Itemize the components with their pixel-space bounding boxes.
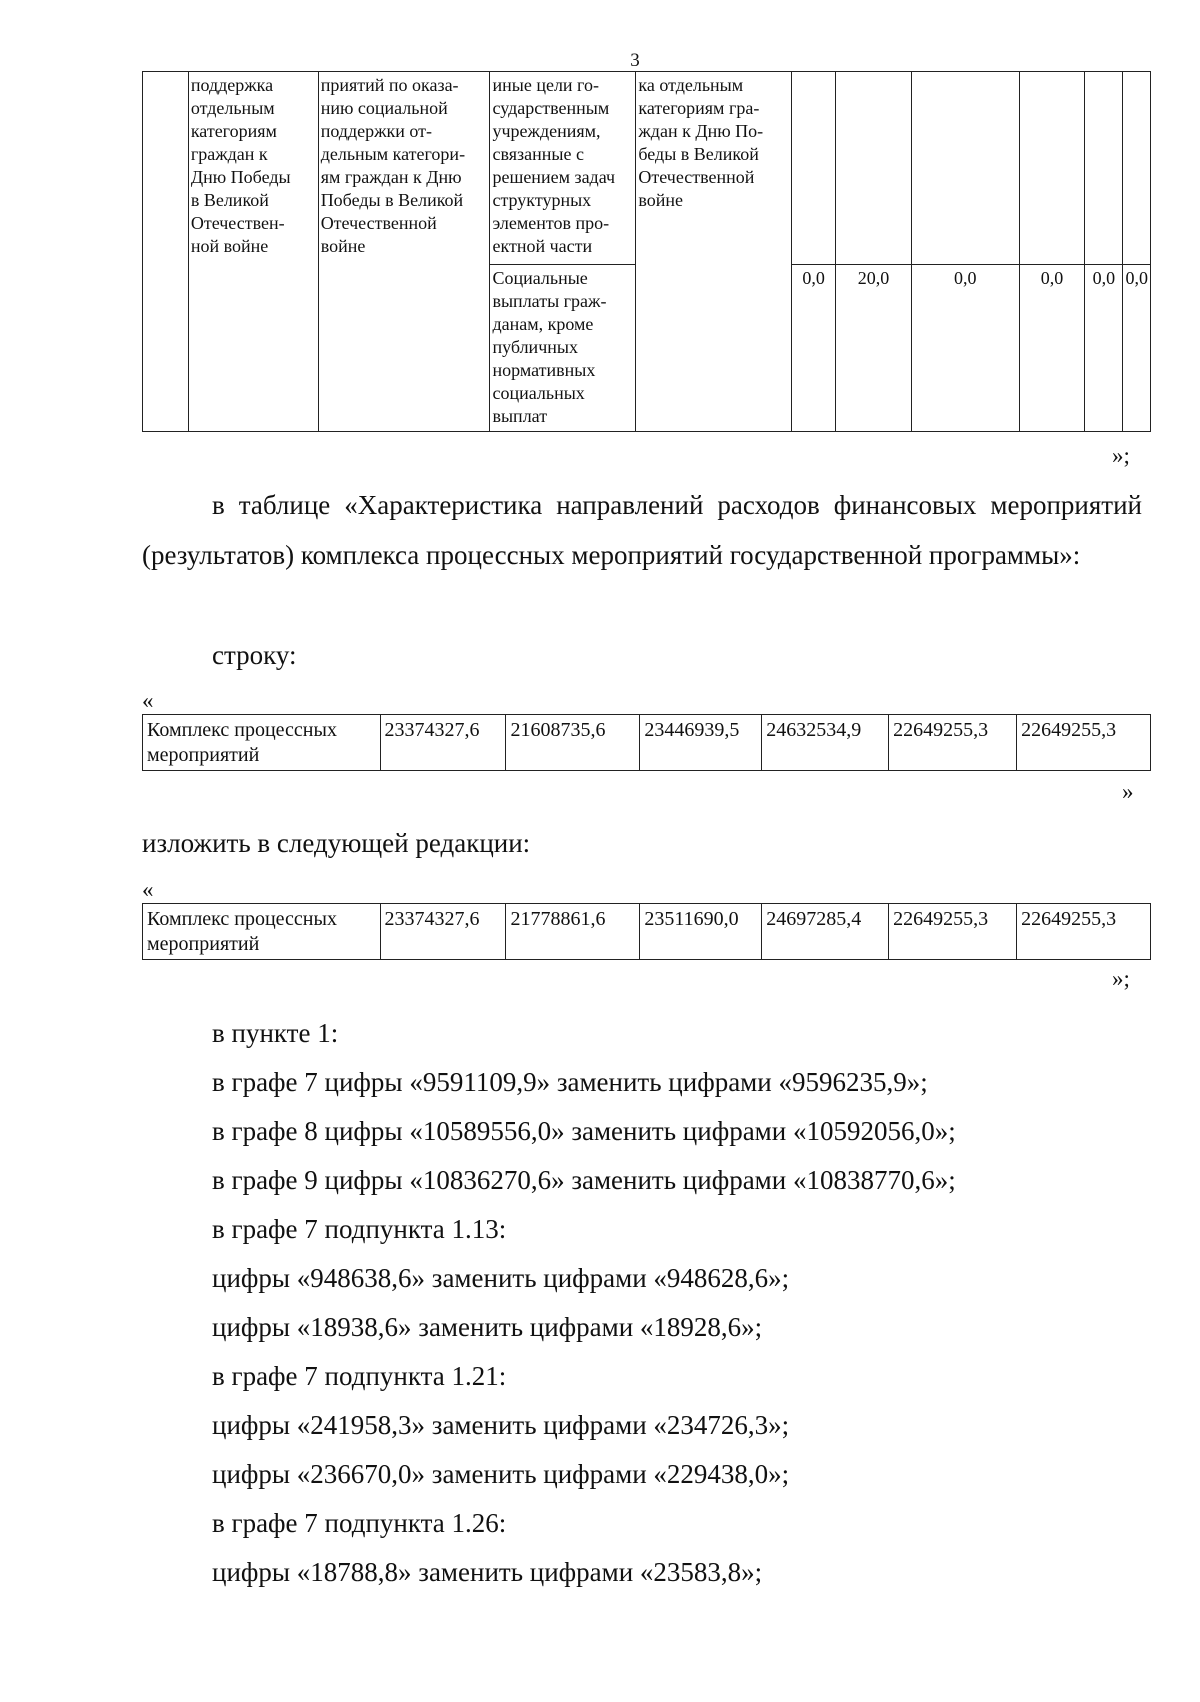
table-cell-value: 0,0 — [1123, 265, 1151, 432]
row-label: Комплекс процессных мероприятий — [143, 904, 381, 960]
opening-quote: « — [142, 688, 154, 713]
row-value: 24632534,9 — [762, 715, 889, 771]
table-cell-blank — [911, 72, 1019, 265]
amendment-line: цифры «948638,6» заменить цифрами «948628,6»; — [212, 1263, 790, 1293]
table-cell-value: 0,0 — [1019, 265, 1085, 432]
row-value: 23374327,6 — [380, 904, 506, 960]
line-stroku: строку: — [212, 640, 297, 670]
row-value: 23446939,5 — [640, 715, 762, 771]
amendment-line: в графе 7 подпункта 1.26: — [212, 1508, 507, 1538]
amendment-line: цифры «18938,6» заменить цифрами «18928,6»; — [212, 1312, 763, 1342]
amendment-line: в графе 8 цифры «10589556,0» заменить цифрами «10592056,0»; — [212, 1116, 956, 1146]
table-cell-value: 20,0 — [836, 265, 912, 432]
continuation-table — [142, 71, 1151, 432]
table-cell-empty — [143, 72, 189, 432]
table-cell-purpose: ка отдельным категориям гра- ждан к Дню По- беды в Великой Отечественной войне — [636, 72, 792, 432]
row-value: 22649255,3 — [1017, 904, 1151, 960]
table-cell-blank — [1019, 72, 1085, 265]
row-label: Комплекс процессных мероприятий — [143, 715, 381, 771]
amendment-line: в пункте 1: — [212, 1018, 339, 1048]
amendment-line: в графе 9 цифры «10836270,6» заменить цифрами «10838770,6»; — [212, 1165, 956, 1195]
intro-paragraph: в таблице «Характеристика направлений расходов финансовых мероприятий (результатов) комплекса процессных мероприятий государственной программы»: — [142, 490, 1142, 570]
table-cell-expense-type-2: Социальные выплаты граж- данам, кроме публичных нормативных социальных выплат — [490, 265, 636, 432]
closing-quote: »; — [1112, 443, 1130, 468]
table-cell-expense-type-1: иные цели го- сударственным учреждениям, связанные с решением задач структурных элементов про- ектной части — [490, 72, 636, 265]
table-cell-blank — [792, 72, 836, 265]
table-cell-direction: поддержка отдельным категориям граждан к Дню Победы в Великой Отечествен- ной войне — [188, 72, 318, 432]
table-cell-blank — [1123, 72, 1151, 265]
row-value: 22649255,3 — [889, 715, 1017, 771]
row-value: 21608735,6 — [506, 715, 640, 771]
row-value: 22649255,3 — [1017, 715, 1151, 771]
amendment-line: цифры «18788,8» заменить цифрами «23583,8»; — [212, 1557, 763, 1587]
table-cell-value: 0,0 — [792, 265, 836, 432]
table-cell-value: 0,0 — [911, 265, 1019, 432]
closing-quote: »; — [1112, 966, 1130, 991]
line-izlozhit: изложить в следующей редакции: — [142, 828, 531, 858]
page-number: 3 — [630, 50, 640, 71]
amendment-line: цифры «241958,3» заменить цифрами «234726,3»; — [212, 1410, 790, 1440]
amendment-line: в графе 7 подпункта 1.13: — [212, 1214, 507, 1244]
row-value: 23374327,6 — [380, 715, 506, 771]
row-value: 24697285,4 — [762, 904, 889, 960]
row-value: 23511690,0 — [640, 904, 762, 960]
closing-quote: » — [1122, 779, 1134, 804]
opening-quote: « — [142, 877, 154, 902]
amendment-line: цифры «236670,0» заменить цифрами «229438,0»; — [212, 1459, 790, 1489]
old-row-table — [142, 714, 1151, 771]
row-value: 21778861,6 — [506, 904, 640, 960]
amendment-line: в графе 7 подпункта 1.21: — [212, 1361, 507, 1391]
amendment-line: в графе 7 цифры «9591109,9» заменить цифрами «9596235,9»; — [212, 1067, 928, 1097]
table-cell-measure: приятий по оказа- нию социальной поддержки от- дельным категори- ям граждан к Дню Победы в Великой Отечественной войне — [318, 72, 490, 432]
table-cell-blank — [836, 72, 912, 265]
row-value: 22649255,3 — [889, 904, 1017, 960]
table-cell-value: 0,0 — [1085, 265, 1123, 432]
table-cell-blank — [1085, 72, 1123, 265]
new-row-table — [142, 903, 1151, 960]
